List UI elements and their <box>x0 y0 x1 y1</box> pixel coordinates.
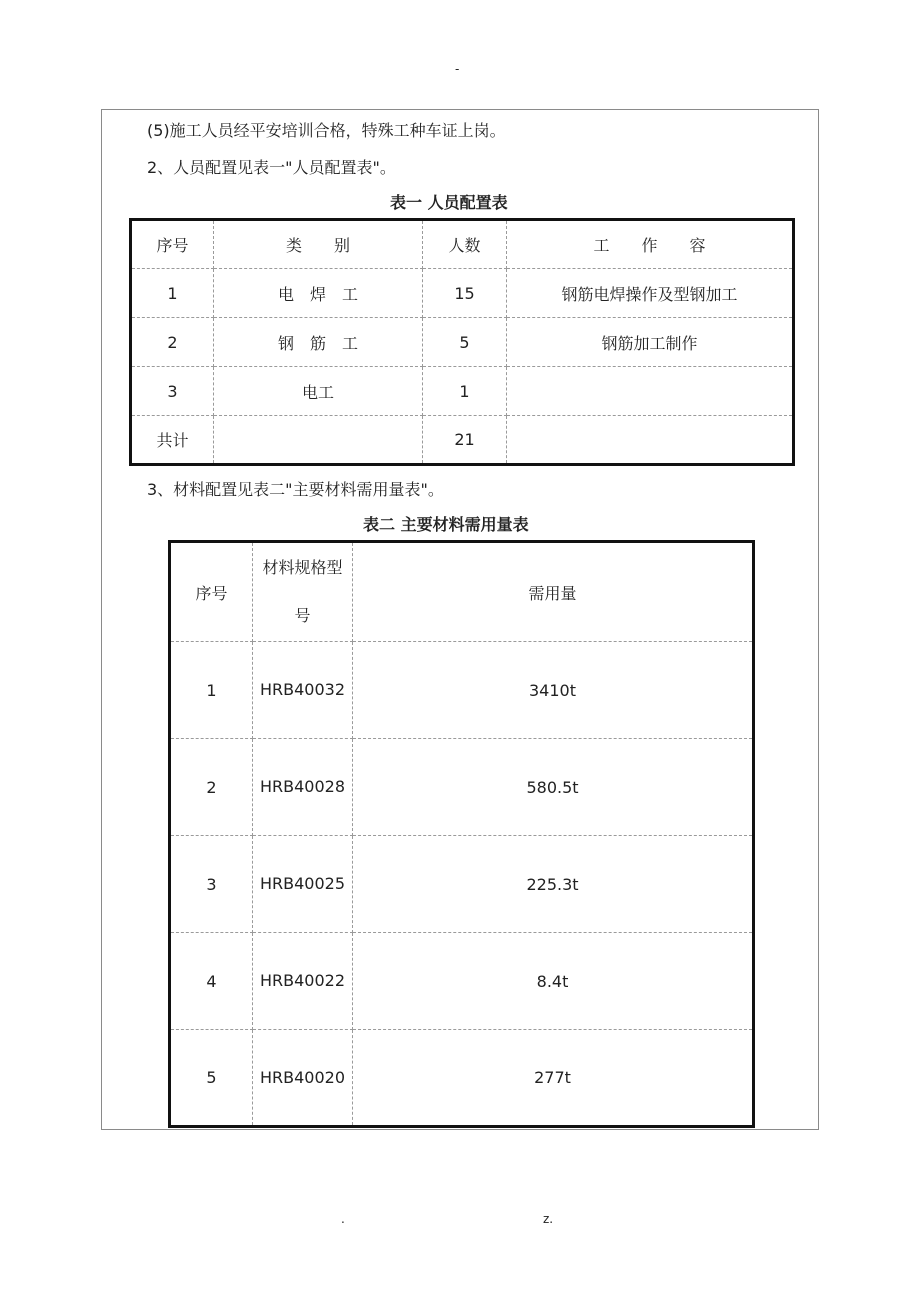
table-cell: 3410t <box>353 642 754 739</box>
table-cell: 电工 <box>214 367 423 416</box>
table-row <box>131 269 794 318</box>
table-cell: 钢筋加工制作 <box>507 318 794 367</box>
table-cell: 8.4t <box>353 933 754 1030</box>
table-cell: HRB40020 <box>253 1030 353 1127</box>
page-header-mark: - <box>455 62 460 76</box>
table-cell: HRB40025 <box>253 836 353 933</box>
intro-line-3: 3、材料配置见表二"主要材料需用量表"。 <box>147 480 444 499</box>
table-cell: 电 焊 工 <box>214 269 423 318</box>
materials-table <box>168 540 755 1128</box>
table1-caption: 表一 人员配置表 <box>390 193 508 212</box>
table-cell: 5 <box>423 318 507 367</box>
table-cell <box>507 367 794 416</box>
table-cell: 21 <box>423 416 507 465</box>
table-cell: HRB40022 <box>253 933 353 1030</box>
table-cell: 钢 筋 工 <box>214 318 423 367</box>
table-cell: HRB40028 <box>253 739 353 836</box>
personnel-table <box>129 218 795 466</box>
table-header-row <box>170 542 754 642</box>
table-row <box>131 318 794 367</box>
header-cell: 工 作 容 <box>507 220 794 269</box>
table-cell: 钢筋电焊操作及型钢加工 <box>507 269 794 318</box>
table-cell: 4 <box>170 933 253 1030</box>
header-cell: 类 别 <box>214 220 423 269</box>
header-cell: 序号 <box>131 220 214 269</box>
table-header-row <box>131 220 794 269</box>
intro-line-1: (5)施工人员经平安培训合格，特殊工种车证上岗。 <box>147 121 506 140</box>
table-row <box>170 739 754 836</box>
table-cell <box>214 416 423 465</box>
table-cell: 1 <box>423 367 507 416</box>
table2-caption: 表二 主要材料需用量表 <box>363 515 529 534</box>
page-footer-right: z. <box>543 1212 554 1226</box>
table-cell: 277t <box>353 1030 754 1127</box>
table-cell: 225.3t <box>353 836 754 933</box>
header-cell: 人数 <box>423 220 507 269</box>
table-cell: 2 <box>170 739 253 836</box>
table-cell: 580.5t <box>353 739 754 836</box>
table-cell: 2 <box>131 318 214 367</box>
table-cell: 15 <box>423 269 507 318</box>
table-row <box>131 367 794 416</box>
table-cell: 1 <box>170 642 253 739</box>
table-row <box>170 642 754 739</box>
table-cell: 3 <box>170 836 253 933</box>
table-row <box>170 933 754 1030</box>
page-footer-left: . <box>341 1212 345 1226</box>
table-cell: 共计 <box>131 416 214 465</box>
header-cell: 序号 <box>170 542 253 642</box>
table-cell: 5 <box>170 1030 253 1127</box>
table-cell: 3 <box>131 367 214 416</box>
header-cell: 材料规格型号 <box>253 542 353 642</box>
table-row <box>170 836 754 933</box>
table-cell <box>507 416 794 465</box>
intro-line-2: 2、人员配置见表一"人员配置表"。 <box>147 158 396 177</box>
table-row <box>170 1030 754 1127</box>
table-total-row <box>131 416 794 465</box>
header-cell: 需用量 <box>353 542 754 642</box>
table-cell: HRB40032 <box>253 642 353 739</box>
table-cell: 1 <box>131 269 214 318</box>
